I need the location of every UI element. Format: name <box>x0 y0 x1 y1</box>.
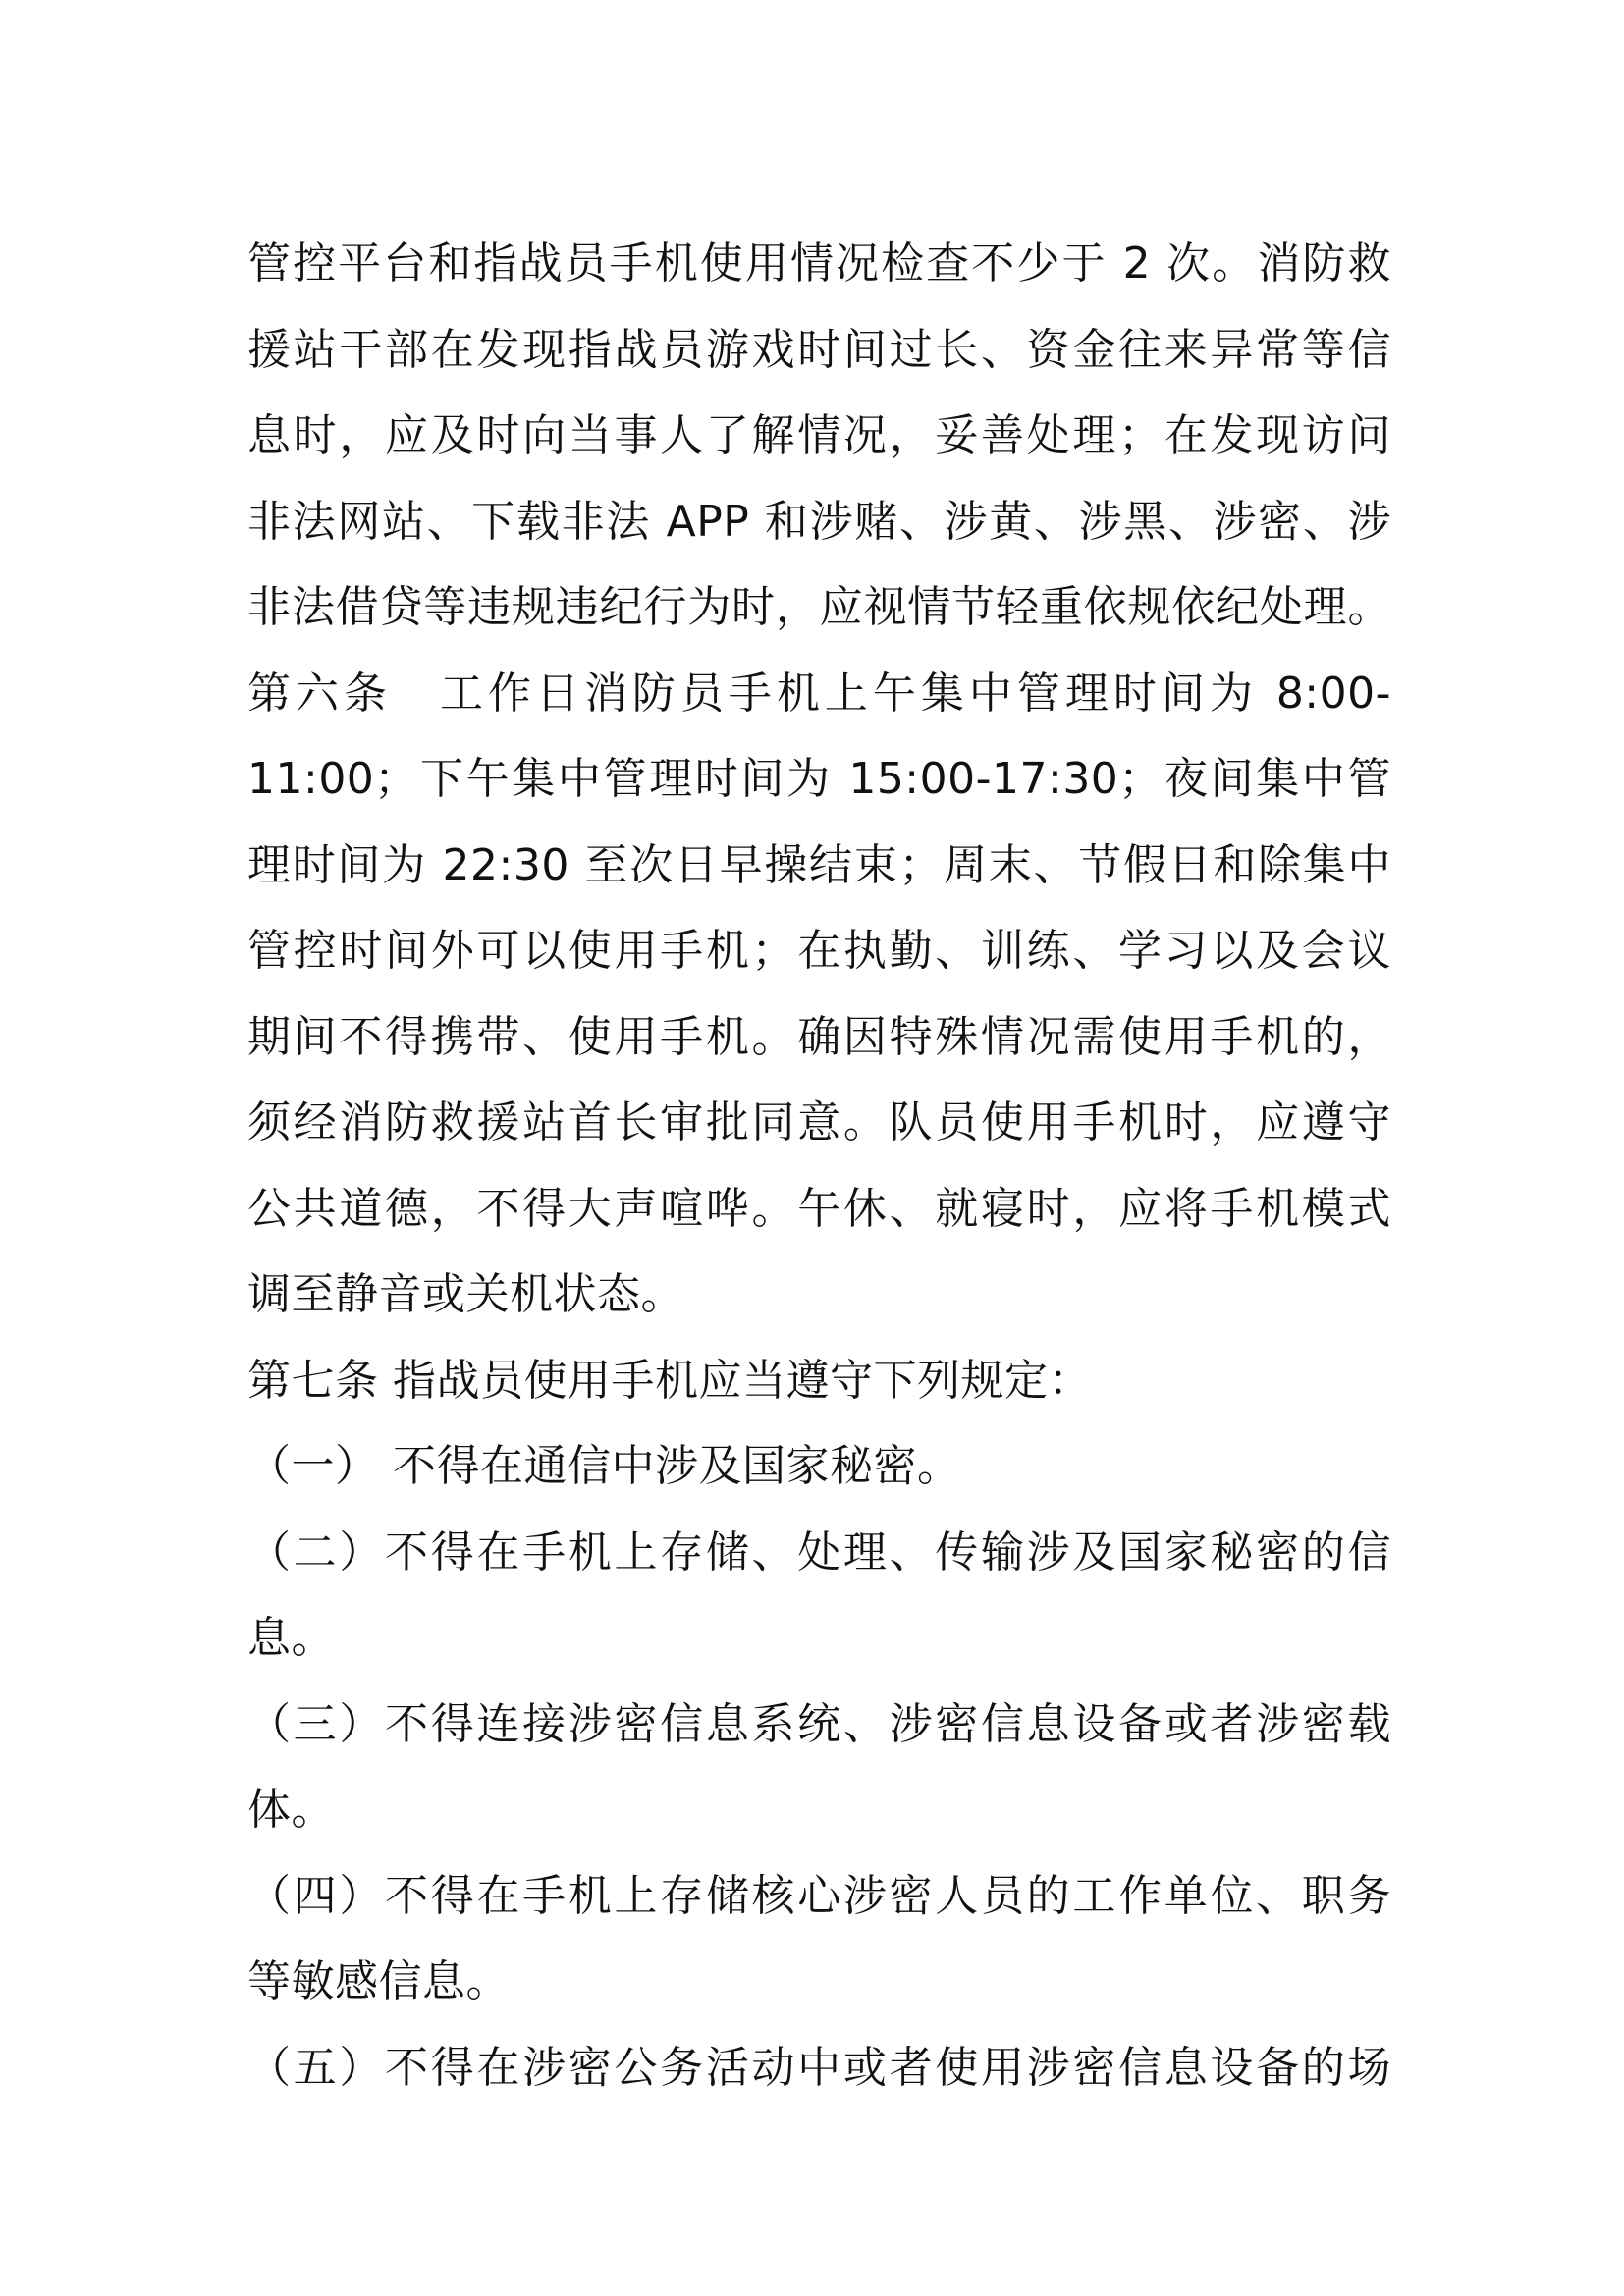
list-item-4: （四）不得在手机上存储核心涉密人员的工作单位、职务 <box>247 1870 1391 1921</box>
text-line: 公共道德，不得大声喧哗。午休、就寝时，应将手机模式 <box>247 1183 1391 1234</box>
text-line: 非法网站、下载非法 APP 和涉赌、涉黄、涉黑、涉密、涉 <box>247 496 1391 547</box>
document-body <box>247 221 1391 2110</box>
text-line: 息时，应及时向当事人了解情况，妥善处理；在发现访问 <box>247 410 1391 460</box>
list-item-2-continued: 息。 <box>247 1613 335 1663</box>
text-line: 管控平台和指战员手机使用情况检查不少于 2 次。消防救 <box>247 239 1391 289</box>
list-item-2: （二）不得在手机上存储、处理、传输涉及国家秘密的信 <box>247 1526 1391 1577</box>
article-7-heading-line: 第七条 指战员使用手机应当遵守下列规定： <box>247 1355 1092 1406</box>
text-line: 理时间为 22:30 至次日早操结束；周末、节假日和除集中 <box>247 839 1391 890</box>
text-line: 管控时间外可以使用手机；在执勤、训练、学习以及会议 <box>247 926 1391 976</box>
text-line: 须经消防救援站首长审批同意。队员使用手机时，应遵守 <box>247 1097 1391 1148</box>
text-line: 调至静音或关机状态。 <box>247 1269 684 1319</box>
list-item-4-continued: 等敏感信息。 <box>247 1956 510 2006</box>
text-line: 11:00；下午集中管理时间为 15:00-17:30；夜间集中管 <box>247 754 1391 804</box>
list-item-3: （三）不得连接涉密信息系统、涉密信息设备或者涉密载 <box>247 1698 1391 1749</box>
list-item-1: （一） 不得在通信中涉及国家秘密。 <box>247 1441 961 1491</box>
list-item-3-continued: 体。 <box>247 1785 335 1835</box>
text-line: 期间不得携带、使用手机。确因特殊情况需使用手机的， <box>247 1011 1391 1062</box>
text-line: 非法借贷等违规违纪行为时，应视情节轻重依规依纪处理。 <box>247 582 1391 632</box>
article-6-heading-line: 第六条 工作日消防员手机上午集中管理时间为 8:00- <box>247 667 1391 719</box>
text-line: 援站干部在发现指战员游戏时间过长、资金往来异常等信 <box>247 324 1391 375</box>
list-item-5: （五）不得在涉密公务活动中或者使用涉密信息设备的场 <box>247 2042 1391 2093</box>
